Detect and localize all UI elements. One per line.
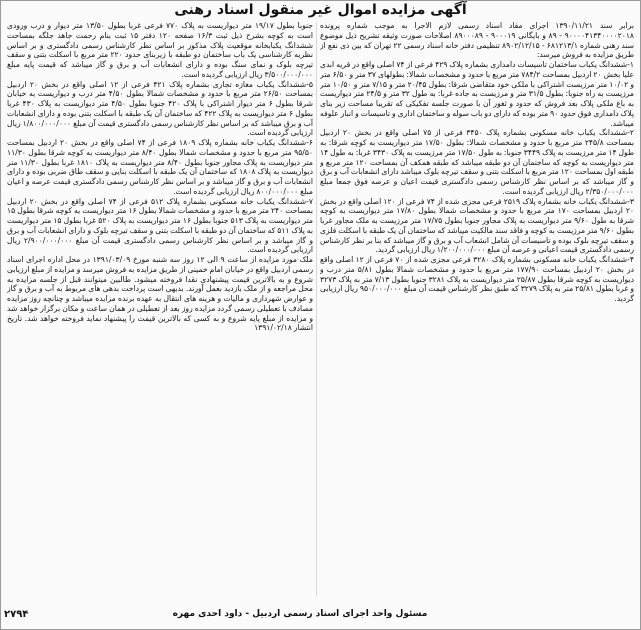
notice-paragraph: ۲-ششدانگ یکباب خانه مسکونی بشماره پلاک ۳۴۵۰ فرعی از ۷۵ اصلی واقع در بخش ۲۰ اردبیل بمساحت ۲۴۵/۸ متر مربع با حدود و مشخصات شمالا: بطول ۱۷/۵۰ متر دیواریست به کوچه شرقا: به طول ۱۴ متر مرزیست به پلاک ۳۴۴۹ جنوبا: به طول ۱۷/۵۰ متر مرزیست به پلاک ۳۴۳۰ غربا: به طول ۱۴ متر دیواریست به کوچه که ساختمان آن دو طبقه میباشد که طبقه همکف آن بمساحت ۱۲۰ متر مربع و طبقه اول بمساحت ۱۲۰ متر مربع با اسکلت بتنی و سقف تیرچه بلوک میباشد دارای انشعابات آب و برق و گاز میباشد که بر اساس نظر کارشناس رسمی دادگستری قیمت اعیان و عرصه فوق جمعا مبلغ ۲/۳۵۰/۰۰۰/۰۰۰ ریال ارزیابی گردیده است.	[320, 128, 634, 196]
notice-footer	[0, 604, 641, 626]
notice-paragraph: ۶-ششدانگ یکباب خانه بشماره پلاک ۱۸۰۹ فرعی از ۷۴ اصلی واقع در بخش ۲۰ اردبیل بمساحت ۹۵/۵۰ متر مربع با حدود و مشخصات شمالا بطول ۸/۴۰ متر دیواریست به کوچه شرقا بطول ۱۱/۳۰ متر دیواریست به پلاک مجاور جنوبا بطول ۸/۴۰ متر دیواریست به پلاک ۱۸۱۰ غربا بطول ۱۱/۳۰ متر دیواریست به پلاک ۱۸۰۸ که ساختمان آن یک طبقه با اسکلت بنایی و سقف طاق ضربی بوده و دارای انشعابات آب و برق و گاز میباشد و بر اساس نظر کارشناس رسمی دادگستری قیمت عرصه و اعیان مبلغ ۸۰۰/۰۰۰/۰۰۰ ریال ارزیابی گردیده است.	[7, 138, 313, 196]
notice-column-right	[320, 21, 634, 601]
notice-paragraph: جنوبا بطول ۱۹/۱۷ متر دیواریست به پلاک ۷۷۰ فرعی غربا بطول ۱۳/۵۰ متر دیوار و درب ورودی است به کوچه بشرح ذیل ثبت ۱۶/۳ صفحه ۱۲۰ دفتر ۱۵ ثبت بنام رحمت جاهد جلگه بمساحت ششدانگ یکبابخانه موقعیت پلاک مذکور بر اساس نظر کارشناس رسمی دادگستری و بر اساس نظریه کارشناسی یک باب ساختمان دو طبقه با زیربنای حدود ۲۲۰ متر مربع با اسکلت بتنی و سقف تیرچه بلوک و نمای سنگ بوده و دارای انشعابات آب و برق و گاز میباشد که قیمت پایه مبلغ ۳/۵۰۰/۰۰۰/۰۰۰ ریال ارزیابی گردیده است.	[7, 21, 313, 79]
notice-paragraph: ۵-ششدانگ یکباب مغازه تجاری بشماره پلاک ۴۲۱ فرعی از ۱۲ اصلی واقع در بخش ۲۰ اردبیل بمساحت ۲۶/۵۰ متر مربع با حدود و مشخصات شمالا بطول ۴/۵۰ متر درب و دیواریست به خیابان شرقا بطول ۶ متر دیوار اشتراکی با پلاک ۴۲۰ جنوبا بطول ۴/۵۰ متر دیواریست به پلاک ۴۳۰ غربا بطول ۶ متر دیواریست به پلاک ۴۲۲ که ساختمان آن یک طبقه با اسکلت بتنی بوده و دارای انشعابات آب و برق میباشد که بر اساس نظر کارشناس رسمی دادگستری قیمت آن مبلغ ۱/۸۰۰/۰۰۰/۰۰۰ ریال ارزیابی گردیده است.	[7, 79, 313, 138]
notice-paragraph: ۷-ششدانگ یکباب خانه مسکونی بشماره پلاک ۵۱۲ فرعی از ۷۴ اصلی واقع در بخش ۲۰ اردبیل بمساحت ۲۴۰ متر مربع با حدود و مشخصات شمالا بطول ۱۶ متر دیواریست به کوچه شرقا بطول ۱۵ متر دیواریست به پلاک ۵۱۳ جنوبا بطول ۱۶ متر دیواریست به پلاک ۵۲۰ غربا بطول ۱۵ متر دیواریست به پلاک ۵۱۱ که ساختمان آن دو طبقه با اسکلت بتنی و سقف تیرچه بلوک و دارای انشعابات آب و برق و گاز میباشد و بر اساس نظر کارشناس رسمی دادگستری قیمت آن مبلغ ۲/۹۰۰/۰۰۰/۰۰۰ ریال ارزیابی گردیده است.	[7, 196, 313, 255]
notice-paragraph: ۳-ششدانگ یکباب خانه بشماره پلاک ۲۵۱۹ فرعی مجزی شده از ۷۴ فرعی از ۱۲۰ اصلی واقع در بخش ۲۰ اردبیل بمساحت ۱۷۰ متر مربع با حدود و مشخصات شمالا بطول ۱۷/۸۰ متر دیواریست به کوچه شرقا به طول ۹/۶۰ متر دیواریست به پلاک مجاور جنوبا بطول ۱۷/۷۵ متر مرزیست به ملک مجاور غربا بطول ۹/۶۰ متر مرزیست به کوچه و فاقد سند مالکیت میباشد که ساختمان آن یک طبقه با اسکلت فلزی و سقف تیرچه بلوک بوده و تاسیسات آن شامل انشعاب آب و برق و گاز میباشد که بنا بر نظر کارشناس رسمی دادگستری قیمت اعیانی و عرصه آن مبلغ ۱/۲۰۰/۰۰۰/۰۰۰ ریال ارزیابی گردید.	[320, 196, 634, 255]
notice-paragraph: ۱-ششدانگ یکباب ساختمان تاسیسات دامداری بشماره پلاک ۴۲۹ فرعی از ۷۴ اصلی واقع در قریه ابدی علیا بخش ۲۰ اردبیل بمساحت ۷۸۴/۲ متر مربع با حدود و مشخصات شمالا: بطولهای ۳۷ متر و ۶/۵۰ متر و ۱۰/۰۲ متر مرزیست اشتراکی با ملکی خود متقاضی شرقا: بطول ۲۰/۴۵ متر و ۷/۱۵ متر و ۱۰/۵۰ متر مرزیست به راه جنوبا: بطول ۳۱/۵ متر و مرزیست به جاده غربا: به طول ۳۲ متر و ۲۴/۵ متر دیواریست به باغ ملکی پلاک بعد فروش که حدود و ثغور آن با صورت جلسه تفکیکی که تقریبا مساحت زیر بنای پلاک دامداری فوق حدود ۹۰ متر بوده که دارای دو باب سوله و ساختمان اداری و تاسیسات و انبار علوفه میباشد.	[320, 60, 634, 128]
notice-title: آگهی مزایده اموال غیر منقول اسناد رهنی	[174, 2, 467, 18]
notice-paragraph: ۴-ششدانگ یکباب خانه مسکونی بشماره پلاک ۳۲۸۰ فرعی مجزی شده از ۷۰ فرعی از ۱۲ اصلی واقع در بخش ۲۰ اردبیل بمساحت ۱۷۷/۹۰ متر مربع با حدود و مشخصات شمالا بطول ۵/۸۱ متر درب و دیواریست به کوچه شرقا بطول ۲۵/۸۷ متر دیواریست به پلاک ۳۲۸۱ جنوبا بطول ۷/۱۳ متر به پلاک ۳۲۷۳ و غربا بطول ۲۵/۸۱ متر به پلاک ۳۲۷۹ که طبق نظر کارشناس قیمت آن مبلغ ۹۵۰/۰۰۰/۰۰۰ ریال ارزیابی گردید.	[320, 255, 634, 303]
footer-signature: مسئول واحد اجرای اسناد رسمی اردبیل - داود احدی مهره	[172, 609, 428, 619]
footer-code: ۲۷۹۴	[4, 609, 29, 620]
notice-paragraph: برابر سند ۱۳۹۰/۱۱/۲۱ اجرای مفاد اسناد رسمی لازم الاجرا به موجب شماره پرونده ۹۰۰۰۰۴۱۳۴۰۰۰۰۲۰۱۸ - ۸۹ و بایگانی ۹۰۰۰۱۹ - ۸۹۰۰۰۸۹ اصلاحات صورت وثیقه تشریح ذیل موضوع سند رهنی شماره ۶۸۱۲۱۳/۱ - ۸۹۰۲/۱۲/۱۵ تنظیمی دفتر خانه اسناد رسمی ۲۲ تهران که بین ذی نفع از طریق مزایده به فروش میرسد:	[320, 21, 634, 60]
column-divider	[316, 22, 317, 597]
notice-paragraph: ملک مورد مزایده از ساعت ۹ الی ۱۲ روز سه شنبه مورخ ۱۳۹۱/۰۳/۰۹ در محل اداره اجرای اسناد رسمی اردبیل واقع در خیابان امام خمینی از طریق مزایده به فروش میرسد و مزایده از مبلغ ارزیابی شروع و به بالاترین قیمت پیشنهادی نقدا فروخته میشود. طالبین میتوانند قبل از جلسه مزایده به محل مراجعه و از ملک بازدید بعمل آورند. بدیهی است پرداخت بدهی های مربوط به آب و برق و گاز و عوارض شهرداری و مالیات و هزینه های انتقال به عهده برنده مزایده میباشد و چنانچه روز مزایده مصادف با تعطیلی رسمی گردد مزایده روز بعد از تعطیلی در همان ساعت و مکان برگزار خواهد شد و مزایده از مبلغ پایه شروع و به کسی که بالاترین قیمت را پیشنهاد نماید فروخته خواهد شد. تاریخ انتشار ۱۳۹۱/۰۲/۱۸	[7, 255, 313, 333]
notice-column-left	[7, 21, 313, 601]
